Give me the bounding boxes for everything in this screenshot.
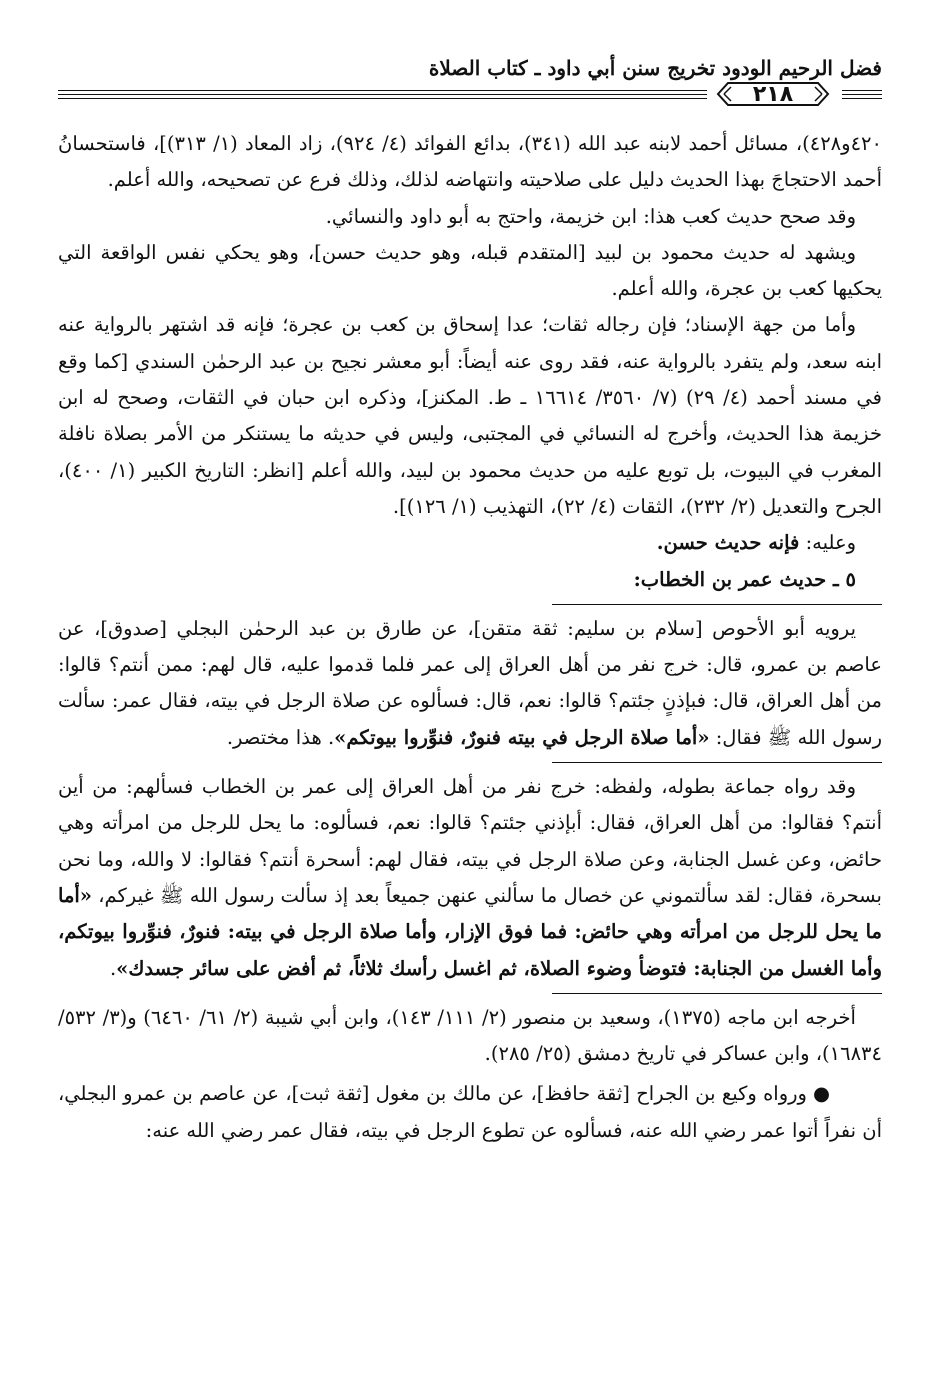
page-number: ٢١٨ [752, 81, 794, 107]
paragraph [58, 611, 882, 756]
conclusion-paragraph [58, 525, 882, 561]
paragraph: وأما من جهة الإسناد؛ فإن رجاله ثقات؛ عدا إسحاق بن كعب بن عجرة؛ فإنه قد اشتهر بالرواية عنه ابنه سعد، ولم يتفرد بالرواية عنه، فقد روى عنه أيضاً: أبو معشر نجيح بن عبد الرحمٰن السندي [كما وقع في مسند أحمد (٤/ ٢٩) (٧/ ٣٥٦٠/ ١٦٦١٤ ـ ط. المكنز]، وذكره ابن حبان في الثقات، وصحح له ابن خزيمة هذا الحديث، وأخرج له النسائي في المجتبى، وليس في حديثه ما يستنكر من الأمر بصلاة نافلة المغرب في البيوت، بل توبع عليه من حديث محمود بن لبيد، والله أعلم [انظر: التاريخ الكبير (١/ ٤٠٠)، الجرح والتعديل (٢/ ٢٣٢)، الثقات (٤/ ٢٢)، التهذيب (١/ ١٢٦)]. [58, 313, 882, 518]
header-rule-line [58, 98, 707, 99]
header-rule-line [58, 90, 707, 91]
hadith-quote: «أما صلاة الرجل في بيته فنورٌ، فنوِّروا بيوتكم» [334, 725, 710, 749]
header-rule-line [842, 90, 882, 91]
narration-text: يرويه أبو الأحوص [سلام بن سليم: ثقة متقن]، عن طارق بن عبد الرحمٰن البجلي [صدوق]، عن عاصم بن عمرو، قال: خرج نفر من أهل العراق إلى عمر فلما قدموا عليه، قال لهم: ممن أنتم؟ قالوا: من أهل العراق، قال: فبإذنٍ جئتم؟ قالوا: نعم، قال: فسألوه عن صلاة الرجل في بيته، فقال عمر: سألت رسول الله ﷺ فقال: [58, 616, 882, 749]
section-divider [552, 993, 882, 994]
paragraph [58, 1076, 882, 1149]
book-page [58, 40, 882, 1360]
paragraph: وقد صحح حديث كعب هذا: ابن خزيمة، واحتج به أبو داود والنسائي. [325, 204, 856, 228]
bullet-icon: ● [812, 1082, 830, 1106]
paragraph: ويشهد له حديث محمود بن لبيد [المتقدم قبله، وهو حديث حسن]، وهو يحكي نفس الواقعة التي يحكيها كعب بن عجرة، والله أعلم. [58, 240, 882, 301]
page-number-frame [712, 80, 834, 108]
paragraph: ٤٢٠و٤٢٨)، مسائل أحمد لابنه عبد الله (٣٤١)، بدائع الفوائد (٤/ ٩٢٤)، زاد المعاد (١/ ٣١٣)]، فاستحسانُ أحمد الاحتجاجَ بهذا الحديث دليل على صلاحيته وانتهاضه لذلك، وذلك فرع عن تصحيحه، والله أعلم. [58, 132, 882, 192]
narration-text: ورواه وكيع بن الجراح [ثقة حافظ]، عن مالك بن مغول [ثقة ثبت]، عن عاصم بن عمرو البجلي، أن نفراً أتوا عمر رضي الله عنه، فسألوه عن تطوع الرجل في بيته، فقال عمر رضي الله عنه: [58, 1082, 882, 1142]
takhrij-paragraph: أخرجه ابن ماجه (١٣٧٥)، وسعيد بن منصور (٢/ ١١١/ ١٤٣)، وابن أبي شيبة (٢/ ٦١/ ٦٤٦٠) و(٣/ ٥٣٢/ ١٦٨٣٤)، وابن عساكر في تاريخ دمشق (٢٥/ ٢٨٥). [58, 1005, 882, 1066]
narration-tail: . هذا مختصر. [226, 725, 335, 749]
hadith-quote: «أما ما يحل للرجل من امرأته وهي حائض: فما فوق الإزار، وأما صلاة الرجل في بيته: فنورٌ، فنوِّروا بيوتكم، وأما الغسل من الجنابة: فتوضأ وضوء الصلاة، ثم اغسل رأسك ثلاثاً، ثم أفض على سائر جسدك» [58, 883, 882, 980]
conclusion-prefix: وعليه: [799, 531, 856, 555]
paragraph [58, 769, 882, 987]
header-rule-line [58, 94, 707, 95]
narration-text: وقد رواه جماعة بطوله، ولفظه: خرج نفر من أهل العراق إلى عمر بن الخطاب فسألهم: من أين أنتم؟ فقالوا: من أهل العراق، فقال: أبإذني جئتم؟ قالوا: نعم، فسألوه: ما يحل للرجل من امرأته وهي حائض، وعن غسل الجنابة، وعن صلاة الرجل في بيته، فقال لهم: أسحرة أنتم؟ فقالوا: لا والله، وما نحن بسحرة، فقال: لقد سألتموني عن خصال ما سألني عنهن جميعاً بعد إذ سألت رسول الله ﷺ غيركم، [58, 775, 882, 907]
running-title: فضل الرحيم الودود تخريج سنن أبي داود ـ كتاب الصلاة [428, 56, 882, 80]
narration-tail: . [109, 956, 117, 980]
section-divider [552, 762, 882, 763]
conclusion-verdict: فإنه حديث حسن. [656, 531, 800, 555]
header-rule-line [842, 94, 882, 95]
header-rule-line [842, 98, 882, 99]
heading-underline [552, 604, 882, 605]
page-body [58, 126, 882, 1149]
page-header [58, 40, 882, 110]
header-rule [58, 80, 882, 110]
section-heading: ٥ ـ حديث عمر بن الخطاب: [633, 567, 856, 591]
